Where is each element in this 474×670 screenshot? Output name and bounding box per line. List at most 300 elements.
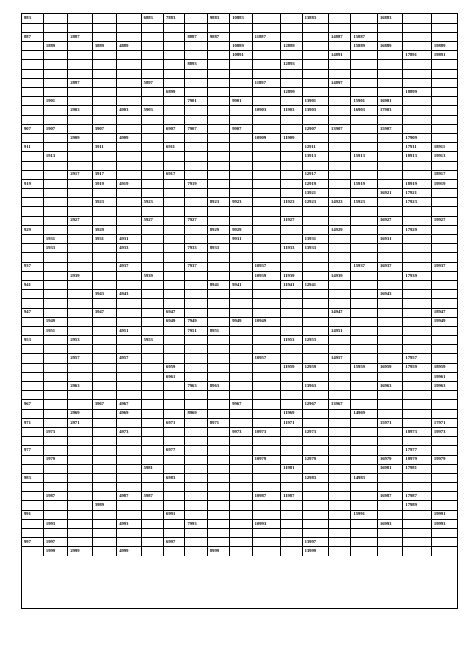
table-cell xyxy=(117,143,141,152)
table-cell: 967 xyxy=(22,400,43,409)
table-cell xyxy=(351,78,377,87)
table-cell xyxy=(252,152,281,161)
table-cell xyxy=(403,216,432,225)
table-cell xyxy=(117,308,141,317)
table-cell xyxy=(329,60,351,69)
table-cell xyxy=(281,400,302,409)
table-cell xyxy=(185,510,207,519)
table-cell xyxy=(68,492,92,501)
table-cell xyxy=(351,170,377,179)
table-cell xyxy=(281,483,302,492)
table-cell: 18919 xyxy=(403,179,432,188)
table-cell xyxy=(92,133,116,142)
table-cell xyxy=(117,455,141,464)
table-row xyxy=(22,464,457,473)
table-cell xyxy=(431,391,457,400)
table-cell: 14957 xyxy=(329,354,351,363)
table-cell xyxy=(68,235,92,244)
table-cell: 9931 xyxy=(230,235,252,244)
table-cell: 11959 xyxy=(281,363,302,372)
table-cell xyxy=(281,32,302,41)
table-cell: 7993 xyxy=(185,519,207,528)
table-cell xyxy=(230,179,252,188)
table-cell xyxy=(403,235,432,244)
table-cell xyxy=(92,391,116,400)
table-cell xyxy=(68,51,92,60)
table-cell: 19937 xyxy=(431,262,457,271)
table-cell: 4999 xyxy=(117,547,141,556)
table-cell xyxy=(141,88,163,97)
table-cell: 2939 xyxy=(68,271,92,280)
table-cell xyxy=(43,189,67,198)
table-cell: 2969 xyxy=(68,409,92,418)
table-cell: 4969 xyxy=(117,409,141,418)
table-cell xyxy=(302,510,328,519)
table-cell xyxy=(329,299,351,308)
table-cell: 3943 xyxy=(92,290,116,299)
table-cell xyxy=(185,547,207,556)
table-cell xyxy=(22,170,43,179)
table-cell xyxy=(403,115,432,124)
table-cell xyxy=(92,32,116,41)
table-cell: 16883 xyxy=(377,14,402,23)
table-cell: 15901 xyxy=(351,97,377,106)
table-cell xyxy=(252,207,281,216)
table-cell xyxy=(68,244,92,253)
table-cell xyxy=(117,280,141,289)
table-cell xyxy=(164,501,185,510)
table-cell xyxy=(164,152,185,161)
table-cell xyxy=(351,483,377,492)
table-cell: 16981 xyxy=(377,464,402,473)
table-cell xyxy=(207,179,229,188)
table-cell xyxy=(431,483,457,492)
table-cell xyxy=(351,244,377,253)
table-cell xyxy=(164,464,185,473)
table-cell xyxy=(431,529,457,538)
table-cell xyxy=(117,363,141,372)
table-cell: 5923 xyxy=(141,198,163,207)
table-cell xyxy=(185,14,207,23)
table-cell xyxy=(329,97,351,106)
table-cell xyxy=(403,106,432,115)
table-cell xyxy=(22,317,43,326)
table-cell: 947 xyxy=(22,308,43,317)
table-cell xyxy=(281,391,302,400)
table-cell xyxy=(329,418,351,427)
table-cell xyxy=(22,345,43,354)
table-cell xyxy=(164,345,185,354)
table-cell xyxy=(351,547,377,556)
table-cell xyxy=(117,317,141,326)
table-cell xyxy=(351,345,377,354)
table-cell: 4957 xyxy=(117,354,141,363)
table-cell xyxy=(431,538,457,547)
table-cell xyxy=(185,354,207,363)
table-cell xyxy=(431,336,457,345)
table-cell: 7919 xyxy=(185,179,207,188)
table-cell xyxy=(92,115,116,124)
table-cell xyxy=(302,519,328,528)
table-cell: 13901 xyxy=(302,97,328,106)
table-cell xyxy=(68,198,92,207)
table-cell xyxy=(22,253,43,262)
table-cell xyxy=(22,529,43,538)
table-row xyxy=(22,409,457,418)
table-cell xyxy=(68,179,92,188)
table-cell xyxy=(43,510,67,519)
table-cell xyxy=(252,253,281,262)
table-cell xyxy=(185,152,207,161)
table-cell xyxy=(230,271,252,280)
table-cell xyxy=(329,23,351,32)
table-cell xyxy=(141,391,163,400)
table-cell: 2903 xyxy=(68,106,92,115)
table-cell xyxy=(22,427,43,436)
table-cell xyxy=(252,42,281,51)
table-cell xyxy=(329,69,351,78)
table-cell xyxy=(431,32,457,41)
table-cell: 1951 xyxy=(43,326,67,335)
table-cell xyxy=(164,244,185,253)
table-cell: 18959 xyxy=(431,363,457,372)
table-cell xyxy=(207,400,229,409)
table-row xyxy=(22,51,457,60)
table-cell: 3911 xyxy=(92,143,116,152)
table-cell xyxy=(22,97,43,106)
table-cell: 17987 xyxy=(403,492,432,501)
table-cell xyxy=(431,124,457,133)
table-cell xyxy=(329,409,351,418)
table-cell xyxy=(164,427,185,436)
table-cell xyxy=(281,427,302,436)
table-cell: 18899 xyxy=(403,88,432,97)
table-cell xyxy=(377,501,402,510)
table-cell: 14897 xyxy=(329,78,351,87)
table-cell xyxy=(351,391,377,400)
table-cell xyxy=(431,88,457,97)
table-cell: 15991 xyxy=(351,510,377,519)
table-row xyxy=(22,354,457,363)
table-cell xyxy=(68,299,92,308)
table-cell xyxy=(207,143,229,152)
table-row xyxy=(22,363,457,372)
table-cell xyxy=(207,207,229,216)
table-cell xyxy=(230,437,252,446)
table-cell xyxy=(43,308,67,317)
table-cell xyxy=(403,124,432,133)
table-cell xyxy=(117,124,141,133)
table-cell: 15889 xyxy=(351,42,377,51)
table-cell xyxy=(377,225,402,234)
table-cell xyxy=(329,483,351,492)
table-cell xyxy=(377,133,402,142)
table-cell xyxy=(302,161,328,170)
table-cell xyxy=(92,60,116,69)
table-cell: 883 xyxy=(22,14,43,23)
table-cell xyxy=(403,244,432,253)
table-cell xyxy=(281,262,302,271)
table-cell xyxy=(403,400,432,409)
table-cell xyxy=(141,179,163,188)
table-cell xyxy=(230,290,252,299)
table-cell xyxy=(230,483,252,492)
table-cell xyxy=(185,473,207,482)
table-cell: 2909 xyxy=(68,133,92,142)
table-cell xyxy=(22,42,43,51)
table-row xyxy=(22,97,457,106)
table-cell xyxy=(281,382,302,391)
table-cell xyxy=(377,354,402,363)
table-cell: 6917 xyxy=(164,170,185,179)
table-cell xyxy=(230,161,252,170)
table-row xyxy=(22,437,457,446)
table-cell xyxy=(68,152,92,161)
table-cell xyxy=(43,382,67,391)
table-cell: 15919 xyxy=(351,179,377,188)
table-cell xyxy=(43,280,67,289)
table-cell: 11953 xyxy=(281,336,302,345)
table-cell: 18913 xyxy=(403,152,432,161)
table-cell xyxy=(43,51,67,60)
table-cell: 13967 xyxy=(329,400,351,409)
table-cell xyxy=(43,501,67,510)
table-cell: 14891 xyxy=(329,51,351,60)
table-cell xyxy=(141,455,163,464)
table-cell xyxy=(68,519,92,528)
table-cell xyxy=(329,455,351,464)
table-cell xyxy=(281,69,302,78)
table-cell xyxy=(43,115,67,124)
table-cell xyxy=(403,69,432,78)
table-cell: 8963 xyxy=(207,382,229,391)
table-cell: 11927 xyxy=(281,216,302,225)
table-row xyxy=(22,143,457,152)
table-cell xyxy=(43,60,67,69)
table-cell xyxy=(117,271,141,280)
table-cell: 5953 xyxy=(141,336,163,345)
table-cell xyxy=(351,372,377,381)
table-cell xyxy=(207,262,229,271)
table-cell: 19963 xyxy=(431,382,457,391)
table-cell xyxy=(185,88,207,97)
table-cell: 1997 xyxy=(43,538,67,547)
table-cell: 9967 xyxy=(230,400,252,409)
table-cell xyxy=(377,308,402,317)
table-cell xyxy=(431,446,457,455)
table-cell: 2971 xyxy=(68,418,92,427)
table-cell xyxy=(252,464,281,473)
table-cell xyxy=(281,23,302,32)
table-cell xyxy=(377,88,402,97)
table-cell: 19891 xyxy=(431,51,457,60)
table-cell: 3889 xyxy=(92,42,116,51)
table-cell xyxy=(22,299,43,308)
table-cell xyxy=(185,437,207,446)
table-cell xyxy=(141,529,163,538)
table-cell xyxy=(252,510,281,519)
table-cell xyxy=(403,170,432,179)
table-cell xyxy=(43,400,67,409)
table-cell xyxy=(141,372,163,381)
table-cell xyxy=(230,391,252,400)
table-cell xyxy=(185,115,207,124)
table-cell xyxy=(117,483,141,492)
table-row xyxy=(22,501,457,510)
table-cell xyxy=(92,529,116,538)
table-cell: 907 xyxy=(22,124,43,133)
table-cell: 13999 xyxy=(302,547,328,556)
table-cell: 13903 xyxy=(302,106,328,115)
table-cell xyxy=(92,69,116,78)
table-cell: 15887 xyxy=(351,32,377,41)
table-cell xyxy=(92,216,116,225)
table-cell xyxy=(351,253,377,262)
table-cell xyxy=(207,317,229,326)
table-cell: 14929 xyxy=(329,225,351,234)
table-cell xyxy=(329,501,351,510)
table-cell xyxy=(207,409,229,418)
table-cell xyxy=(117,345,141,354)
table-cell xyxy=(302,133,328,142)
table-cell xyxy=(164,216,185,225)
table-cell xyxy=(281,473,302,482)
table-cell: 4993 xyxy=(117,519,141,528)
table-cell xyxy=(431,547,457,556)
table-cell xyxy=(68,455,92,464)
table-cell xyxy=(252,97,281,106)
table-cell xyxy=(281,290,302,299)
table-cell xyxy=(117,391,141,400)
table-cell xyxy=(252,326,281,335)
table-cell xyxy=(43,69,67,78)
table-cell xyxy=(141,290,163,299)
table-cell xyxy=(252,308,281,317)
table-cell xyxy=(164,235,185,244)
table-cell xyxy=(431,400,457,409)
table-cell xyxy=(68,115,92,124)
table-cell: 2927 xyxy=(68,216,92,225)
table-cell xyxy=(207,391,229,400)
table-cell: 12941 xyxy=(302,280,328,289)
table-cell: 12967 xyxy=(302,400,328,409)
table-cell: 991 xyxy=(22,510,43,519)
table-cell xyxy=(302,69,328,78)
table-cell xyxy=(252,529,281,538)
table-cell xyxy=(230,354,252,363)
table-cell xyxy=(164,60,185,69)
table-cell xyxy=(92,106,116,115)
table-row xyxy=(22,483,457,492)
table-cell xyxy=(141,253,163,262)
table-cell: 16959 xyxy=(377,363,402,372)
table-cell xyxy=(329,262,351,271)
table-cell xyxy=(117,14,141,23)
table-cell xyxy=(377,32,402,41)
table-cell xyxy=(164,382,185,391)
table-cell xyxy=(68,464,92,473)
table-cell xyxy=(207,492,229,501)
table-cell xyxy=(281,124,302,133)
table-cell xyxy=(207,97,229,106)
table-cell: 17939 xyxy=(403,271,432,280)
table-cell xyxy=(68,483,92,492)
table-cell: 14951 xyxy=(329,326,351,335)
table-cell xyxy=(117,299,141,308)
table-cell xyxy=(141,69,163,78)
table-cell xyxy=(351,446,377,455)
table-cell xyxy=(92,464,116,473)
table-cell xyxy=(207,510,229,519)
table-cell xyxy=(230,345,252,354)
table-cell xyxy=(329,179,351,188)
table-cell xyxy=(141,510,163,519)
table-cell xyxy=(185,400,207,409)
table-cell xyxy=(207,115,229,124)
table-cell xyxy=(22,161,43,170)
table-cell xyxy=(22,382,43,391)
table-cell xyxy=(164,519,185,528)
table-row xyxy=(22,519,457,528)
table-cell: 15959 xyxy=(351,363,377,372)
table-cell xyxy=(281,455,302,464)
table-cell xyxy=(281,317,302,326)
table-cell xyxy=(141,382,163,391)
table-cell: 887 xyxy=(22,32,43,41)
table-cell xyxy=(252,51,281,60)
table-cell xyxy=(403,32,432,41)
table-cell xyxy=(92,262,116,271)
table-row xyxy=(22,225,457,234)
table-cell: 3929 xyxy=(92,225,116,234)
table-cell: 6959 xyxy=(164,363,185,372)
table-cell: 4903 xyxy=(117,106,141,115)
table-row xyxy=(22,299,457,308)
table-cell: 10937 xyxy=(252,262,281,271)
table-cell xyxy=(281,519,302,528)
table-cell xyxy=(281,14,302,23)
table-cell: 937 xyxy=(22,262,43,271)
table-cell xyxy=(141,483,163,492)
table-cell xyxy=(117,32,141,41)
table-cell xyxy=(22,244,43,253)
table-cell xyxy=(43,32,67,41)
table-cell xyxy=(351,280,377,289)
table-cell xyxy=(351,189,377,198)
table-cell: 17903 xyxy=(377,106,402,115)
table-cell xyxy=(141,152,163,161)
table-cell xyxy=(377,372,402,381)
table-cell xyxy=(329,547,351,556)
table-cell: 19889 xyxy=(431,42,457,51)
table-cell xyxy=(252,225,281,234)
table-cell xyxy=(403,60,432,69)
table-cell xyxy=(230,326,252,335)
table-cell xyxy=(302,32,328,41)
table-cell xyxy=(377,336,402,345)
table-cell xyxy=(252,161,281,170)
table-row xyxy=(22,23,457,32)
table-cell xyxy=(185,455,207,464)
table-cell xyxy=(92,317,116,326)
table-cell: 12919 xyxy=(302,179,328,188)
table-cell: 8971 xyxy=(207,418,229,427)
table-cell xyxy=(230,69,252,78)
table-cell: 11971 xyxy=(281,418,302,427)
table-cell xyxy=(207,529,229,538)
table-cell xyxy=(141,23,163,32)
table-cell xyxy=(431,189,457,198)
